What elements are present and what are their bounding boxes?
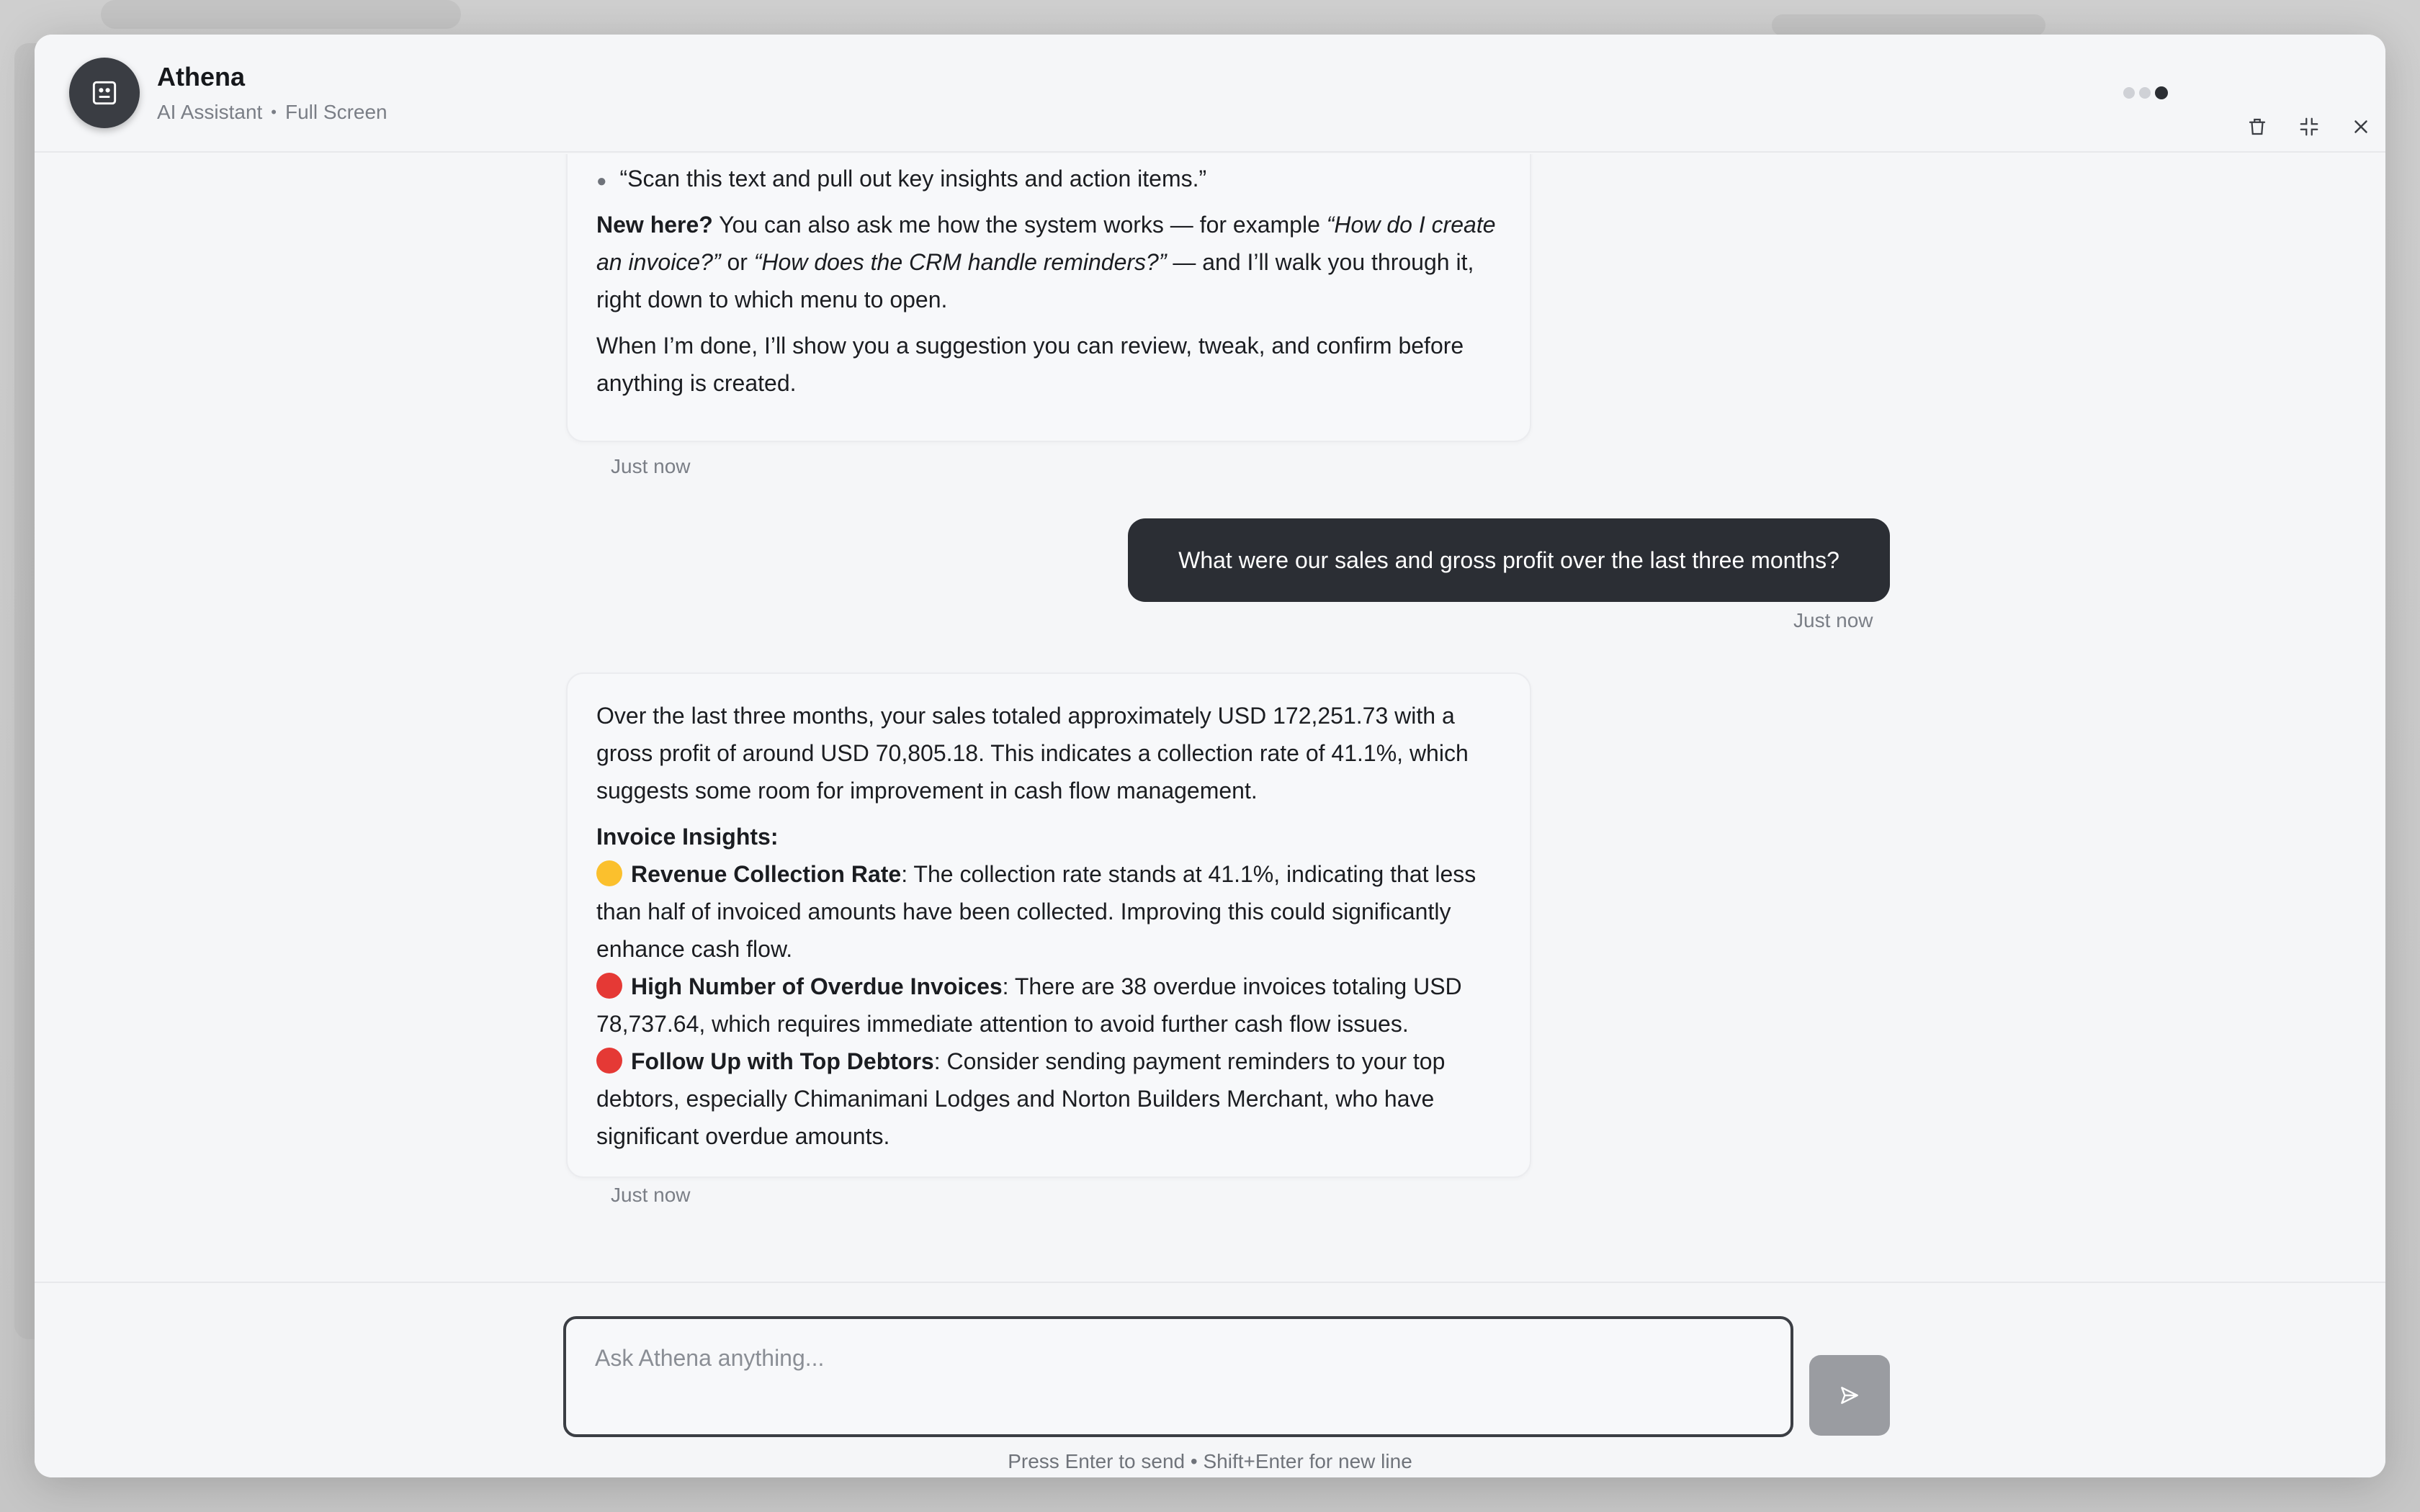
send-button[interactable]: [1809, 1355, 1890, 1436]
red-circle-icon: [596, 1048, 622, 1074]
background-panel: [101, 0, 461, 29]
minimize-icon: [2298, 116, 2320, 138]
exit-full-screen-button[interactable]: [2292, 109, 2326, 144]
message-paragraph: When I’m done, I’ll show you a suggestion you can review, tweak, and confirm before anything is created.: [596, 333, 1464, 396]
assistant-message: [566, 154, 1531, 442]
bold-text: New here?: [596, 212, 713, 238]
insight-text: : The collection rate stands at 41.1%, indicating that less than half of invoiced amounts have been collected. Improving this could significantly enhance cash flow.: [596, 861, 1476, 962]
italic-text: “How do I create an invoice?”: [596, 212, 1496, 275]
yellow-circle-icon: [596, 860, 622, 886]
assistant-message: [566, 672, 1531, 1178]
message-timestamp: Just now: [1793, 609, 1873, 631]
close-button[interactable]: [2344, 109, 2378, 144]
hint-send: Press Enter to send: [1008, 1450, 1186, 1472]
assistant-subtitle: [157, 101, 387, 124]
text-span: — and I’ll walk you through it, right down to which menu to open.: [596, 249, 1474, 312]
insight-text: : Consider sending payment reminders to your top debtors, especially Chimanimani Lodges and Norton Builders Merchant, who have significant overdue amounts.: [596, 1048, 1446, 1149]
insight-title: High Number of Overdue Invoices: [631, 973, 1003, 999]
view-mode-dot-active[interactable]: [2155, 86, 2168, 99]
trash-icon: [2246, 116, 2268, 138]
assistant-modal: [35, 35, 2385, 1477]
message-paragraph: [596, 206, 1501, 318]
insight-title: Follow Up with Top Debtors: [631, 1048, 934, 1074]
assistant-role: AI Assistant: [157, 101, 263, 123]
insights-title: Invoice Insights:: [596, 824, 779, 850]
user-message: [1128, 518, 1890, 602]
send-icon: [1838, 1384, 1861, 1407]
message-input[interactable]: [563, 1316, 1793, 1437]
view-mode-dot[interactable]: [2139, 87, 2151, 99]
close-icon: [2350, 116, 2372, 138]
text-span: You can also ask me how the system works — for example: [712, 212, 1327, 238]
message-timestamp: Just now: [611, 455, 691, 477]
list-item-text: “Scan this text and pull out key insights and action items.”: [619, 166, 1207, 192]
composer: [35, 1282, 2385, 1477]
insight-item: [596, 855, 1501, 968]
assistant-name: Athena: [157, 62, 246, 91]
message-list[interactable]: [35, 154, 2385, 1282]
robot-icon: [69, 58, 140, 128]
red-circle-icon: [596, 973, 622, 999]
insight-title: Revenue Collection Rate: [631, 861, 902, 887]
hint-separator: •: [1190, 1450, 1198, 1472]
list-item: ● “Scan this text and pull out key insights and action items.”: [596, 160, 1501, 200]
insight-text: : There are 38 overdue invoices totaling USD 78,737.64, which requires immediate attention to avoid further cash flow issues.: [596, 973, 1462, 1037]
text-span: or: [720, 249, 754, 275]
composer-hint: [35, 1450, 2385, 1473]
insight-item: [596, 1043, 1501, 1155]
italic-text: “How does the CRM handle reminders?”: [753, 249, 1167, 275]
hint-newline: Shift+Enter for new line: [1203, 1450, 1412, 1472]
message-paragraph: Over the last three months, your sales totaled approximately USD 172,251.73 with a gross profit of around USD 70,805.18. This indicates a collection rate of 41.1%, which suggests some room for improvement in cash flow management.: [596, 703, 1469, 804]
modal-header: [35, 35, 2385, 153]
user-message-text: What were our sales and gross profit over the last three months?: [1178, 546, 1839, 573]
view-mode-dots[interactable]: [2123, 86, 2168, 99]
insight-item: [596, 968, 1501, 1043]
view-mode-label: Full Screen: [285, 101, 387, 123]
subtitle-separator: •: [271, 103, 277, 121]
background-panel: [1772, 14, 2045, 36]
clear-chat-button[interactable]: [2240, 109, 2275, 144]
insights-block: [596, 818, 1501, 1155]
message-timestamp: Just now: [611, 1184, 691, 1206]
view-mode-dot[interactable]: [2123, 87, 2135, 99]
